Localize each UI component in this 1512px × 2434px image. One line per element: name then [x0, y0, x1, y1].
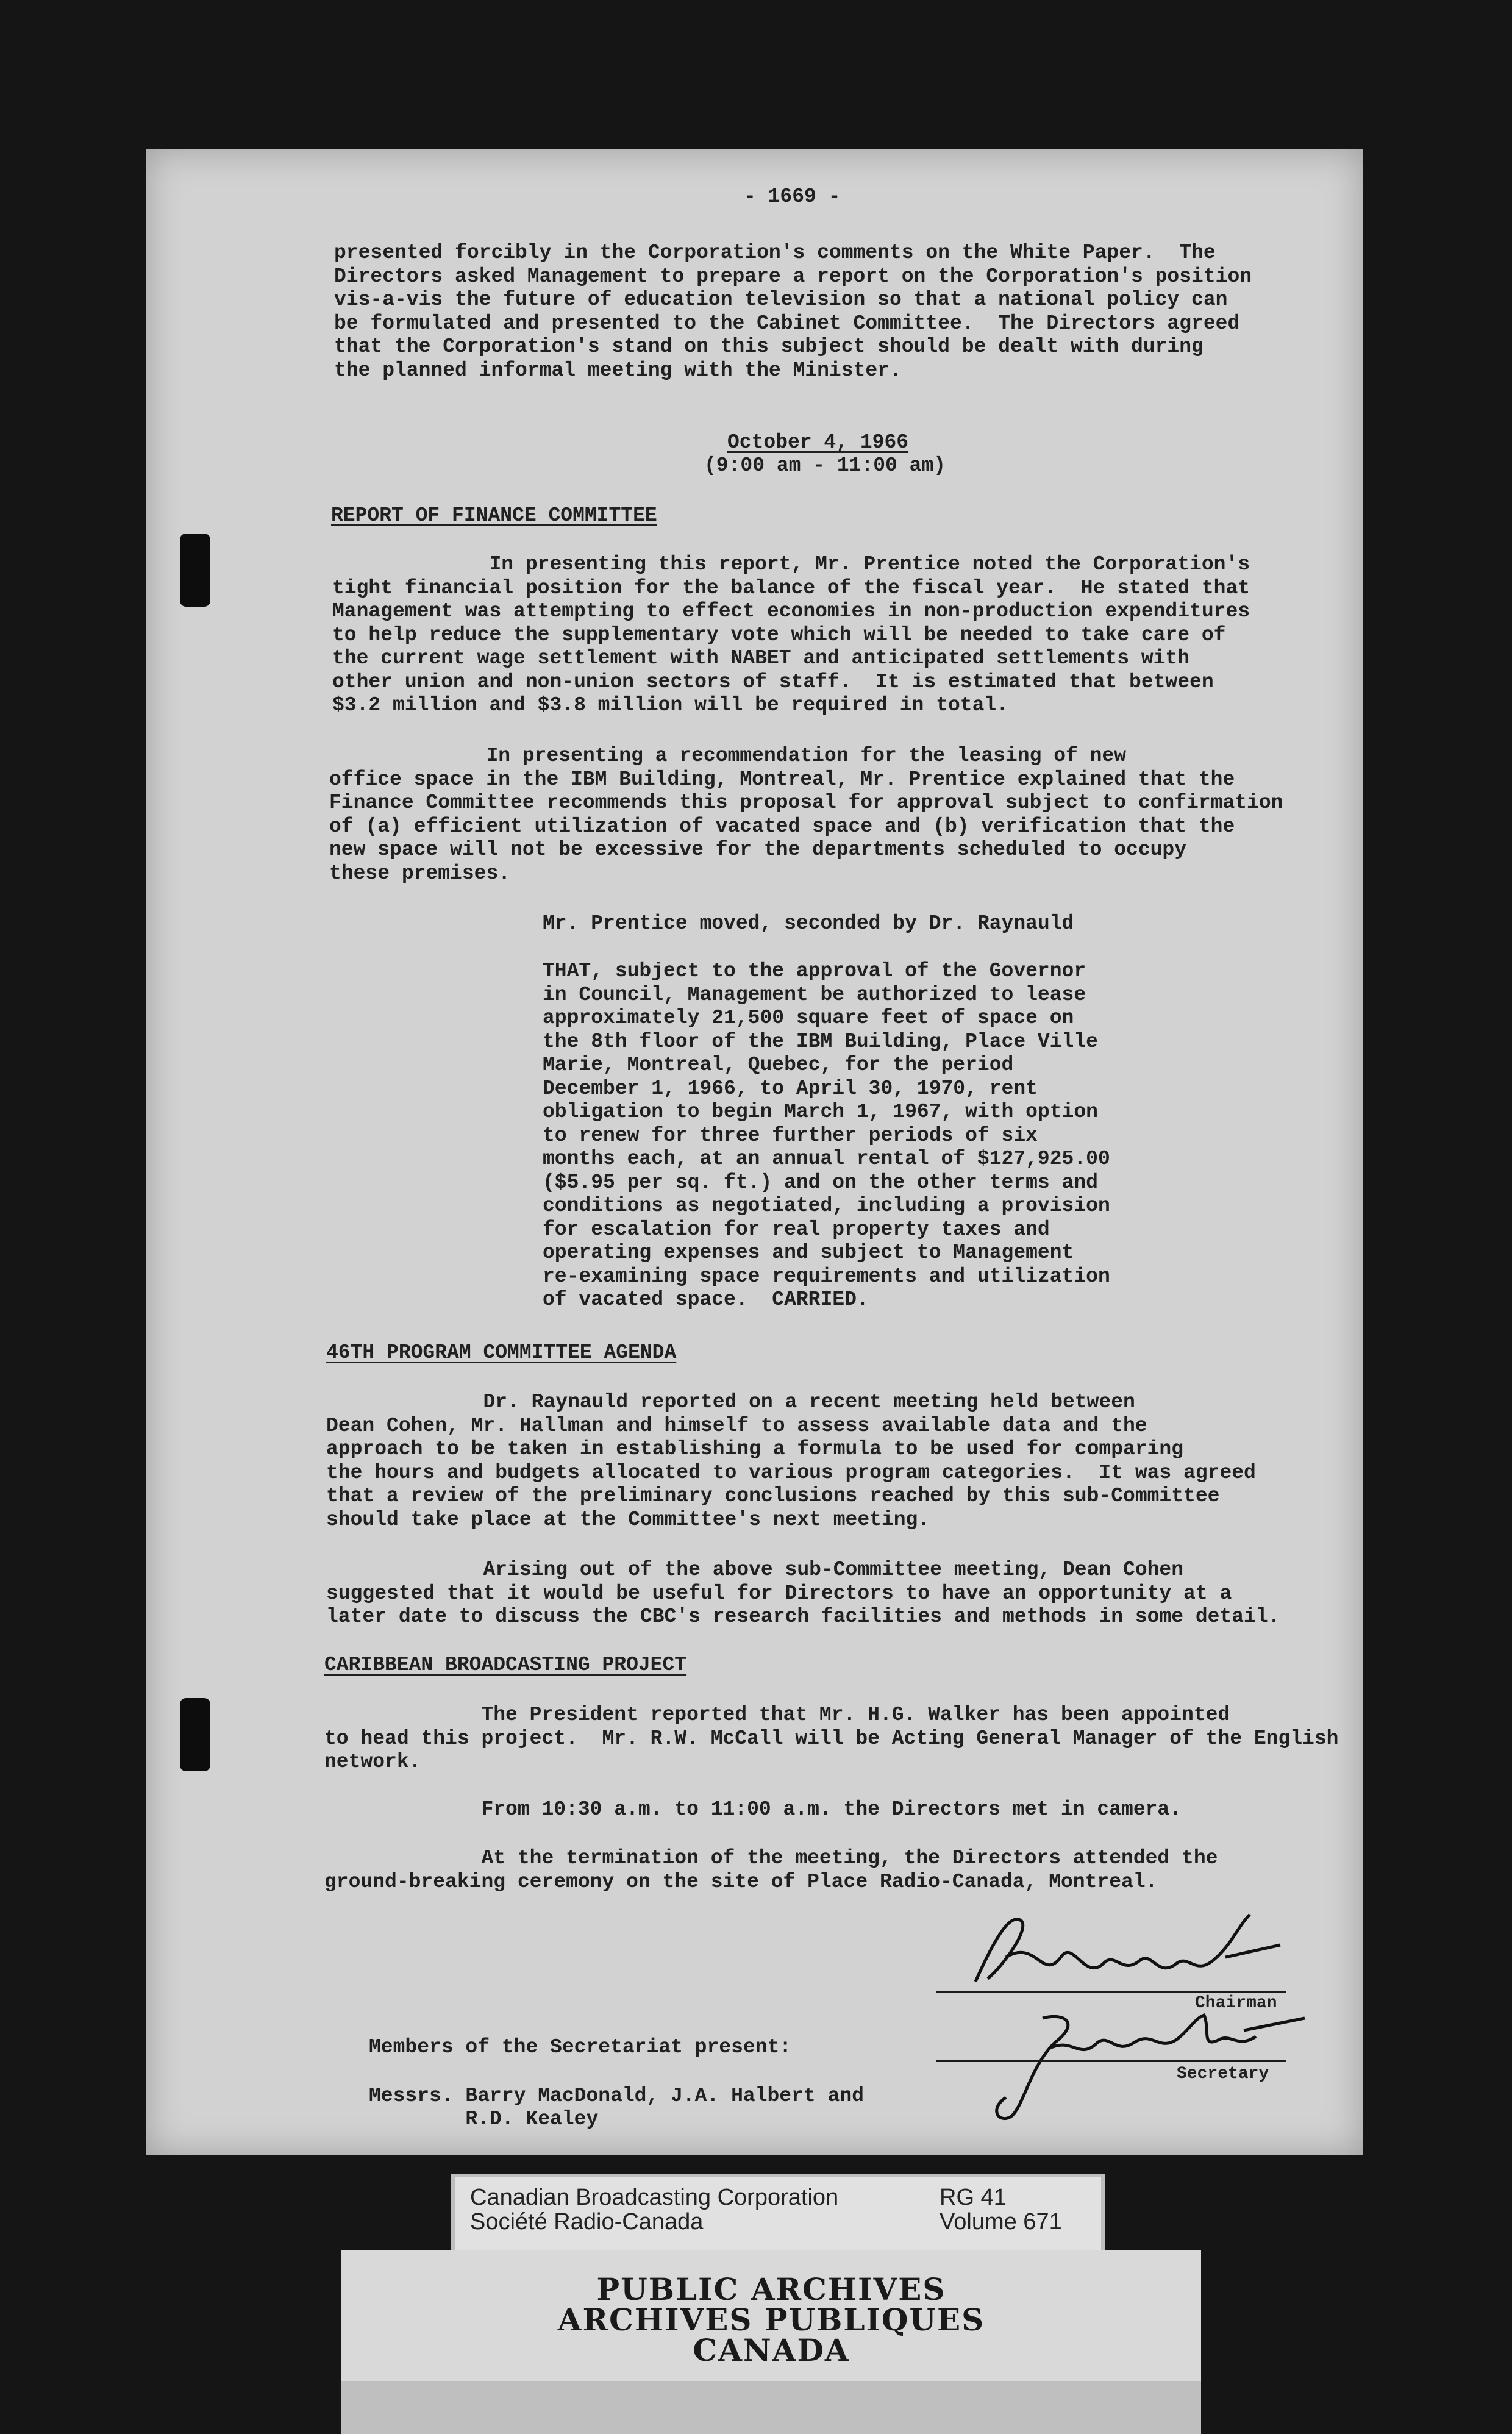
program-paragraph-1-line: the hours and budgets allocated to various program categories. It was agreed	[326, 1461, 1256, 1484]
caribbean-paragraph-1-line: The President reported that Mr. H.G. Walker has been appointed	[324, 1704, 1230, 1726]
finance-paragraph-1-line: the current wage settlement with NABET and anticipated settlements with	[332, 647, 1190, 669]
program-paragraph-1-line: approach to be taken in establishing a formula to be used for comparing	[326, 1438, 1184, 1460]
org-en: Canadian Broadcasting Corporation	[470, 2185, 839, 2210]
resolution-line: ($5.95 per sq. ft.) and on the other terms and	[543, 1171, 1098, 1194]
meeting-time: (9:00 am - 11:00 am)	[704, 454, 946, 477]
volume-number: Volume 671	[940, 2209, 1062, 2235]
finance-paragraph-2-line: of (a) efficient utilization of vacated space and (b) verification that the	[329, 815, 1235, 838]
caribbean-paragraph-2: From 10:30 a.m. to 11:00 a.m. the Directors met in camera.	[324, 1798, 1182, 1821]
program-paragraph-1-line: that a review of the preliminary conclusions reached by this sub-Committee	[326, 1485, 1220, 1507]
finance-paragraph-1-line: other union and non-union sectors of staff. It is estimated that between	[332, 670, 1214, 693]
stamp-line-3: CANADA	[693, 2332, 850, 2368]
resolution-line: months each, at an annual rental of $127,925.00	[543, 1147, 1110, 1170]
program-heading: 46TH PROGRAM COMMITTEE AGENDA	[326, 1341, 677, 1364]
stamp-line-2: ARCHIVES PUBLIQUES	[557, 2302, 985, 2338]
finance-paragraph-1-line: tight financial position for the balance of the fiscal year. He stated that	[332, 576, 1250, 599]
resolution-line: to renew for three further periods of six	[543, 1124, 1038, 1147]
intro-paragraph-line: Directors asked Management to prepare a report on the Corporation's position	[334, 265, 1252, 288]
intro-paragraph-line: be formulated and presented to the Cabinet Committee. The Directors agreed	[334, 312, 1240, 335]
caribbean-heading: CARIBBEAN BROADCASTING PROJECT	[324, 1654, 687, 1676]
resolution-line: conditions as negotiated, including a provision	[543, 1194, 1110, 1217]
binder-hole	[180, 534, 210, 607]
resolution-line: THAT, subject to the approval of the Governor	[543, 960, 1086, 982]
archives-stamp	[341, 2250, 1201, 2384]
resolution-line: operating expenses and subject to Management	[543, 1241, 1074, 1264]
secretariat-line-2: R.D. Kealey	[369, 2108, 599, 2130]
motion-line: Mr. Prentice moved, seconded by Dr. Raynauld	[543, 912, 1074, 935]
program-paragraph-1-line: should take place at the Committee's next meeting.	[326, 1508, 930, 1531]
chairman-label: Chairman	[1195, 1994, 1277, 2013]
finance-paragraph-1-line: $3.2 million and $3.8 million will be required in total.	[332, 694, 1008, 716]
intro-paragraph-line: vis-a-vis the future of education television so that a national policy can	[334, 288, 1228, 311]
resolution-line: in Council, Management be authorized to lease	[543, 983, 1086, 1006]
record-group: RG 41	[940, 2185, 1007, 2210]
resolution-line: December 1, 1966, to April 30, 1970, rent	[543, 1077, 1038, 1100]
resolution-line: Marie, Montreal, Quebec, for the period	[543, 1054, 1014, 1076]
finance-heading: REPORT OF FINANCE COMMITTEE	[331, 504, 657, 527]
secretary-signature-line	[936, 2060, 1286, 2062]
finance-paragraph-2-line: office space in the IBM Building, Montreal, Mr. Prentice explained that the	[329, 768, 1235, 791]
finance-paragraph-2-line: these premises.	[329, 862, 511, 885]
resolution-line: approximately 21,500 square feet of space on	[543, 1007, 1074, 1029]
secretariat-title: Members of the Secretariat present:	[369, 2036, 792, 2058]
program-paragraph-2-line: Arising out of the above sub-Committee meeting, Dean Cohen	[326, 1558, 1184, 1581]
resolution-line: for escalation for real property taxes and	[543, 1218, 1050, 1241]
finance-paragraph-1-line: In presenting this report, Mr. Prentice noted the Corporation's	[332, 553, 1250, 576]
finance-paragraph-1-line: Management was attempting to effect economies in non-production expenditures	[332, 600, 1250, 623]
finance-paragraph-2-line: In presenting a recommendation for the leasing of new	[329, 744, 1127, 767]
org-fr: Société Radio-Canada	[470, 2209, 704, 2235]
caribbean-paragraph-3-line: ground-breaking ceremony on the site of Place Radio-Canada, Montreal.	[324, 1870, 1158, 1893]
caribbean-paragraph-1-line: to head this project. Mr. R.W. McCall will be Acting General Manager of the English	[324, 1727, 1339, 1750]
program-paragraph-1-line: Dean Cohen, Mr. Hallman and himself to assess available data and the	[326, 1414, 1147, 1437]
resolution-line: obligation to begin March 1, 1967, with option	[543, 1101, 1098, 1123]
chairman-signature	[963, 1902, 1305, 2000]
page-number: - 1669 -	[744, 185, 841, 208]
film-stripe	[341, 2381, 1201, 2434]
intro-paragraph-line: that the Corporation's stand on this subject should be dealt with during	[334, 335, 1204, 358]
resolution-line: the 8th floor of the IBM Building, Place Ville	[543, 1030, 1098, 1053]
caribbean-paragraph-3-line: At the termination of the meeting, the Directors attended the	[324, 1847, 1218, 1869]
finance-paragraph-1-line: to help reduce the supplementary vote which will be needed to take care of	[332, 623, 1226, 646]
binder-hole	[180, 1698, 210, 1771]
program-paragraph-2-line: suggested that it would be useful for Directors to have an opportunity at a	[326, 1582, 1232, 1605]
secretary-label: Secretary	[1177, 2065, 1269, 2083]
resolution-line: of vacated space. CARRIED.	[543, 1288, 869, 1311]
resolution-line: re-examining space requirements and utilization	[543, 1265, 1110, 1288]
stamp-line-1: PUBLIC ARCHIVES	[596, 2271, 946, 2307]
finance-paragraph-2-line: new space will not be excessive for the departments scheduled to occupy	[329, 838, 1187, 861]
program-paragraph-2-line: later date to discuss the CBC's research facilities and methods in some detail.	[326, 1605, 1280, 1628]
caribbean-paragraph-1-line: network.	[324, 1751, 421, 1773]
program-paragraph-1-line: Dr. Raynauld reported on a recent meeting held between	[326, 1391, 1135, 1413]
intro-paragraph-line: presented forcibly in the Corporation's comments on the White Paper. The	[334, 241, 1216, 264]
secretariat-line-1: Messrs. Barry MacDonald, J.A. Halbert and	[369, 2085, 864, 2107]
finance-paragraph-2-line: Finance Committee recommends this proposal for approval subject to confirmation	[329, 791, 1283, 814]
intro-paragraph-line: the planned informal meeting with the Minister.	[334, 359, 902, 382]
meeting-date: October 4, 1966	[727, 431, 909, 454]
